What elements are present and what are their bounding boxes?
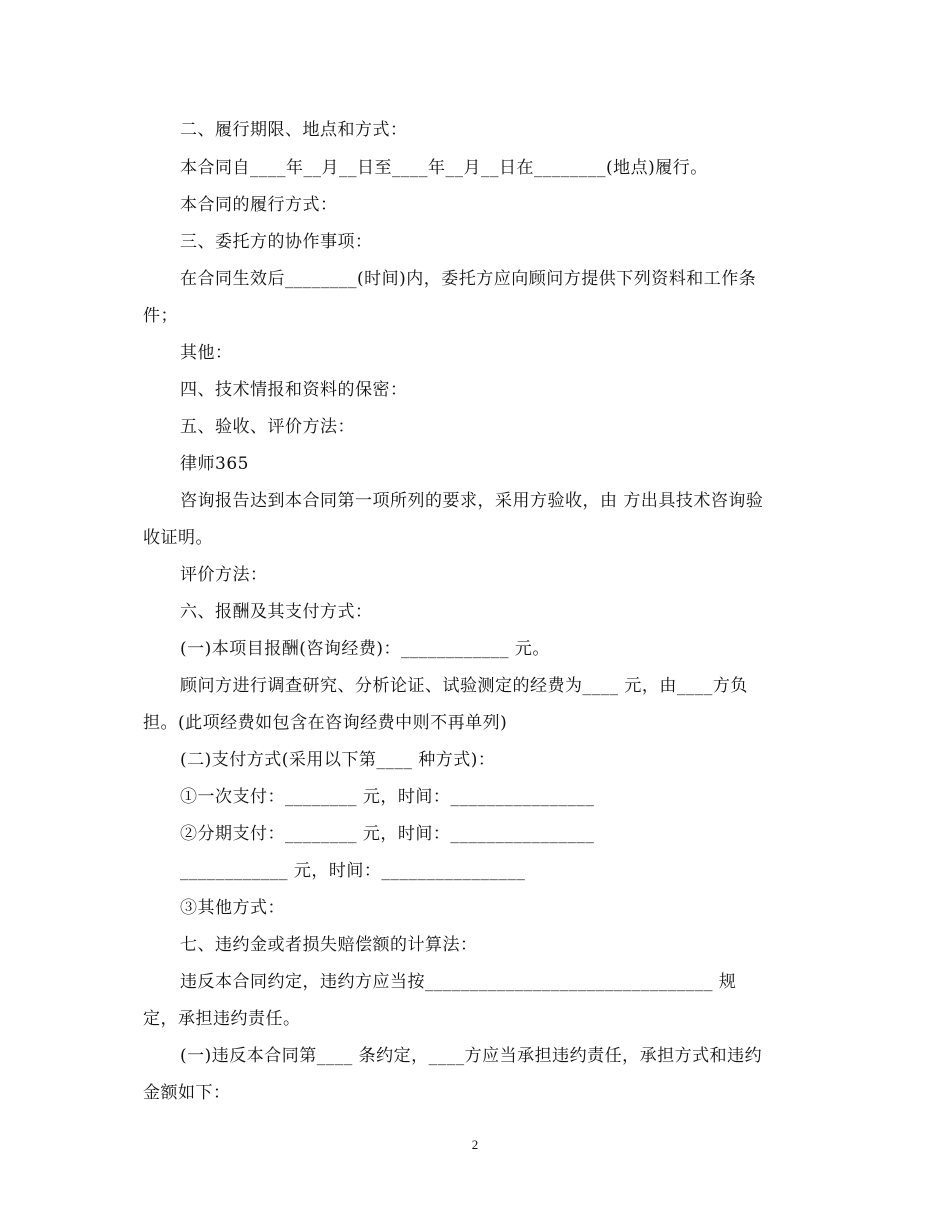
cooperation-paragraph-line-1: 在合同生效后________(时间)内，委托方应向顾问方提供下列资料和工作条 xyxy=(180,269,757,289)
section-7-heading: 七、违约金或者损失赔偿额的计算法： xyxy=(180,935,478,955)
installment-payment-continued-line: ____________ 元，时间：________________ xyxy=(180,861,526,881)
section-6-heading: 六、报酬及其支付方式： xyxy=(180,602,373,622)
breach-clause-line-2: 金额如下： xyxy=(143,1083,231,1103)
section-2-heading: 二、履行期限、地点和方式： xyxy=(180,120,408,140)
cooperation-paragraph-line-2: 件； xyxy=(143,306,178,326)
research-fee-line-2: 担。(此项经费如包含在咨询经费中则不再单列) xyxy=(143,713,508,733)
remuneration-line: (一)本项目报酬(咨询经费)：____________ 元。 xyxy=(180,639,550,659)
performance-method-line: 本合同的履行方式： xyxy=(180,195,338,215)
section-4-heading: 四、技术情报和资料的保密： xyxy=(180,380,408,400)
evaluation-method-line: 评价方法： xyxy=(180,565,268,585)
section-3-heading: 三、委托方的协作事项： xyxy=(180,232,373,252)
section-5-heading: 五、验收、评价方法： xyxy=(180,417,355,437)
other-line: 其他： xyxy=(180,343,233,363)
acceptance-paragraph-line-2: 收证明。 xyxy=(143,528,213,548)
payment-method-line: (二)支付方式(采用以下第____ 种方式)： xyxy=(180,750,496,770)
performance-period-line: 本合同自____年__月__日至____年__月__日在________(地点)履行。 xyxy=(180,158,708,178)
page-number: 2 xyxy=(471,1137,479,1152)
breach-paragraph-line-2: 定，承担违约责任。 xyxy=(143,1009,301,1029)
breach-paragraph-line-1: 违反本合同约定，违约方应当按________________________________ 规 xyxy=(180,972,737,992)
research-fee-line-1: 顾问方进行调查研究、分析论证、试验测定的经费为____ 元，由____方负 xyxy=(180,676,748,696)
watermark-text-line: 律师365 xyxy=(180,454,249,474)
other-payment-line: ③其他方式： xyxy=(180,898,285,918)
acceptance-paragraph-line-1: 咨询报告达到本合同第一项所列的要求，采用方验收，由 方出具技术咨询验 xyxy=(180,491,764,511)
installment-payment-line: ②分期支付：________ 元，时间：________________ xyxy=(180,824,595,844)
breach-clause-line-1: (一)违反本合同第____ 条约定，____方应当承担违约责任，承担方式和违约 xyxy=(180,1046,763,1066)
lump-sum-payment-line: ①一次支付：________ 元，时间：________________ xyxy=(180,787,595,807)
